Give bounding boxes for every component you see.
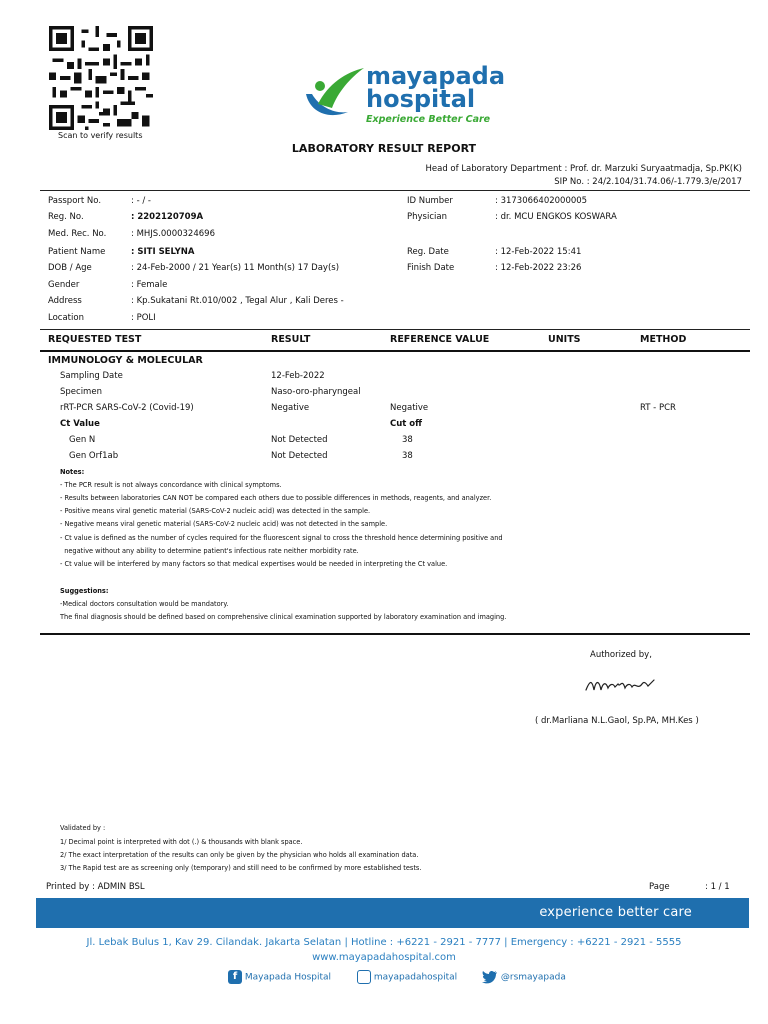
twitter-icon	[482, 970, 498, 984]
authorizer-name: ( dr.Marliana N.L.Gaol, Sp.PA, MH.Kes )	[535, 716, 699, 726]
printed-by: Printed by : ADMIN BSL	[46, 882, 145, 892]
col-header-units: UNITS	[548, 334, 581, 345]
cell-result: 12-Feb-2022	[271, 371, 325, 381]
divider	[40, 190, 750, 191]
cell-test: Gen Orf1ab	[69, 451, 119, 461]
facebook-link	[228, 970, 331, 984]
divider	[40, 329, 750, 330]
note-line: - Positive means viral genetic material (SARS-CoV-2 nucleic acid) was detected in the sample.	[60, 507, 371, 515]
hospital-logo	[298, 60, 506, 130]
col-header-test: REQUESTED TEST	[48, 334, 142, 345]
validation-line: 2/ The exact interpretation of the results can only be given by the physician who holds all examination data.	[60, 851, 419, 859]
value-id-number: : 3173066402000005	[495, 196, 588, 206]
note-line: negative without any ability to determine patient's infectious rate neither morbidity rate.	[60, 547, 359, 555]
value-physician: : dr. MCU ENGKOS KOSWARA	[495, 212, 617, 222]
footer-website: www.mayapadahospital.com	[312, 952, 456, 963]
twitter-label: @rsmayapada	[500, 972, 566, 983]
facebook-label: Mayapada Hospital	[244, 972, 332, 983]
instagram-icon	[357, 970, 371, 984]
cell-test: Ct Value	[60, 419, 100, 429]
footer-tagline: experience better care	[539, 905, 692, 920]
divider	[40, 350, 750, 352]
cell-test: Specimen	[60, 387, 102, 397]
instagram-label: mayapadahospital	[373, 972, 458, 983]
label-id-number: ID Number	[407, 196, 453, 206]
value-reg-date: : 12-Feb-2022 15:41	[495, 247, 582, 257]
brand-name-line1: mayapada	[366, 62, 506, 90]
divider	[40, 633, 750, 635]
cell-result: Not Detected	[271, 435, 328, 445]
suggestion-line: -Medical doctors consultation would be mandatory.	[60, 600, 229, 608]
label-gender: Gender	[48, 280, 80, 290]
sip-number: SIP No. : 24/2.104/31.74.06/-1.779.3/e/2017	[554, 177, 742, 187]
validation-line: 1/ Decimal point is interpreted with dot (.) & thousands with blank space.	[60, 838, 303, 846]
label-finish-date: Finish Date	[407, 263, 455, 273]
value-reg-no: : 2202120709A	[131, 212, 204, 222]
note-line: - Results between laboratories CAN NOT be compared each others due to possible differences in methods, reagents, and analyzer.	[60, 494, 492, 502]
authorized-label: Authorized by,	[590, 650, 652, 660]
label-physician: Physician	[407, 212, 447, 222]
value-gender: : Female	[131, 280, 168, 290]
cell-test: Gen N	[69, 435, 96, 445]
label-passport: Passport No.	[48, 196, 102, 206]
twitter-link	[482, 970, 566, 984]
label-reg-date: Reg. Date	[407, 247, 449, 257]
head-of-lab: Head of Laboratory Department : Prof. dr. Marzuki Suryaatmadja, Sp.PK(K)	[425, 164, 742, 174]
qr-code	[46, 26, 156, 130]
value-location: : POLI	[131, 313, 156, 323]
cell-result: Negative	[271, 403, 310, 413]
cell-reference: Negative	[390, 403, 429, 413]
page-value: : 1 / 1	[705, 882, 730, 892]
cell-test: rRT-PCR SARS-CoV-2 (Covid-19)	[60, 403, 194, 413]
col-header-result: RESULT	[271, 334, 311, 345]
value-dob-age: : 24-Feb-2000 / 21 Year(s) 11 Month(s) 17 Day(s)	[131, 263, 340, 273]
cell-test: Sampling Date	[60, 371, 123, 381]
value-med-rec: : MHJS.0000324696	[131, 229, 215, 239]
value-passport: : - / -	[131, 196, 151, 206]
cell-result: Not Detected	[271, 451, 328, 461]
note-line: - Ct value is defined as the number of cycles required for the fluorescent signal to cross the threshold hence determining positive and	[60, 534, 503, 542]
note-line: - The PCR result is not always concordance with clinical symptoms.	[60, 481, 282, 489]
facebook-icon: f	[228, 970, 242, 984]
report-title: LABORATORY RESULT REPORT	[291, 142, 477, 155]
brand-tagline: Experience Better Care	[366, 114, 491, 125]
label-med-rec: Med. Rec. No.	[48, 229, 107, 239]
footer-address: Jl. Lebak Bulus 1, Kav 29. Cilandak. Jakarta Selatan | Hotline : +6221 - 2921 - 7777 | Emergency : +6221 - 2921 - 5555	[86, 937, 682, 948]
validation-title: Validated by :	[60, 824, 106, 832]
label-address: Address	[48, 296, 82, 306]
instagram-link	[357, 970, 457, 984]
brand-name-line2: hospital	[366, 85, 476, 113]
label-reg-no: Reg. No.	[48, 212, 84, 222]
label-dob-age: DOB / Age	[48, 263, 92, 273]
cell-method: RT - PCR	[640, 403, 676, 413]
suggestion-line: The final diagnosis should be defined based on comprehensive clinical examination supported by laboratory examination and imaging.	[60, 613, 507, 621]
cell-result: Naso-oro-pharyngeal	[271, 387, 361, 397]
label-patient-name: Patient Name	[48, 247, 106, 257]
qr-caption: Scan to verify results	[58, 131, 143, 140]
value-address: : Kp.Sukatani Rt.010/002 , Tegal Alur , Kali Deres -	[131, 296, 344, 306]
value-finish-date: : 12-Feb-2022 23:26	[495, 263, 582, 273]
col-header-reference: REFERENCE VALUE	[390, 334, 490, 345]
signature	[582, 670, 662, 698]
notes-title: Notes:	[60, 468, 85, 476]
section-title: IMMUNOLOGY & MOLECULAR	[48, 355, 203, 366]
cell-reference: 38	[402, 435, 413, 445]
col-header-method: METHOD	[640, 334, 687, 345]
suggestions-title: Suggestions:	[60, 587, 109, 595]
validation-line: 3/ The Rapid test are as screening only (temporary) and still need to be confirmed by more established tests.	[60, 864, 422, 872]
cell-reference: Cut off	[390, 419, 423, 429]
note-line: - Negative means viral genetic material (SARS-CoV-2 nucleic acid) was not detected in the sample.	[60, 520, 388, 528]
label-location: Location	[48, 313, 84, 323]
logo-leaf-icon	[298, 64, 366, 124]
cell-reference: 38	[402, 451, 413, 461]
page-label: Page	[649, 882, 670, 892]
note-line: - Ct value will be interfered by many factors so that medical expertises would be needed in interpreting the Ct value.	[60, 560, 448, 568]
value-patient-name: : SITI SELYNA	[131, 247, 195, 257]
